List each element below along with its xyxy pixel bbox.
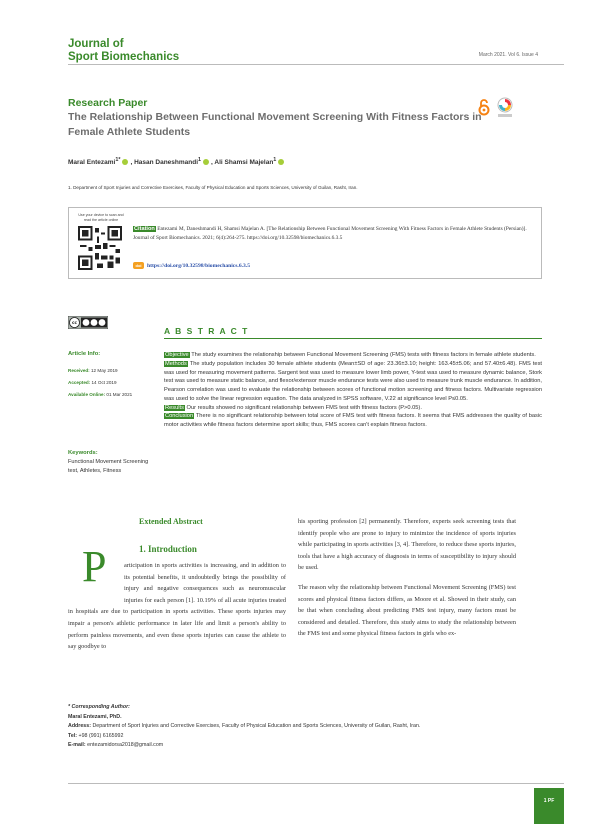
results-text: Our results showed no significant relationship between FMS test with fitness factors (P>0.05). — [184, 404, 422, 411]
abstract-methods — [164, 360, 542, 404]
author-name[interactable]: Ali Shamsi Majelan — [214, 159, 274, 167]
open-access-icon — [478, 98, 490, 116]
affiliation: 1. Department of Sport Injuries and Corrective Exercises, Faculty of Physical Education and Sports Sciences, University of Guilan, Rasht, Iran. — [68, 185, 358, 190]
drop-cap: P — [82, 542, 107, 591]
right-paragraph-1: his sporting profession [2] permanently. Therefore, experts seek screening tests that identify people who are prone to injury to minimize the incidence of sports injuries while participating in sports activities [3, 4]. Therefore, to reduce these sports injuries, tools that have a high accuracy of diagnosis in terms of susceptibility to injury should be used. — [298, 518, 516, 572]
objective-tag: Objective — [165, 352, 189, 358]
abstract-results — [164, 404, 542, 413]
article-info-heading: Article Info: — [68, 351, 101, 357]
paper-type: Research Paper — [68, 97, 148, 109]
author-name[interactable]: Hasan Daneshmandi — [134, 159, 199, 167]
doi-link[interactable]: https://doi.org/10.32598/biomechanics.6.3.5 — [147, 262, 251, 269]
citation-body: Entezami M, Daneshmandi H, Shamsi Majelan A. [The Relationship Between Functional Movement Screening With Fitness Factors in Female Athlete Students (Persian)]. Journal of Sport Biomechanics. 2021; 6(4):264-275. https://doi.org/10.32598/biomechanics.6.3.5 — [133, 226, 527, 241]
results-tag: Results — [165, 404, 184, 411]
article-title: The Relationship Between Functional Movement Screening With Fitness Factors in Female Athlete Students — [68, 111, 482, 138]
received-label: Received: — [68, 368, 90, 373]
orcid-icon[interactable] — [278, 159, 284, 165]
doi-icon: doi — [133, 262, 144, 269]
qr-label: Use your device to scan and read the article online — [78, 213, 124, 222]
abstract-divider — [164, 338, 542, 339]
author-mark: 1* — [115, 157, 121, 163]
creative-commons-icon[interactable] — [68, 316, 108, 329]
issue-info: March 2021. Vol 6. Issue 4 — [478, 52, 538, 58]
tel-text: +98 (991) 6165992 — [77, 732, 124, 739]
online-date — [68, 389, 148, 401]
online-label: Available Online: — [68, 392, 106, 397]
corresponding-address — [68, 722, 528, 732]
body-left-column — [68, 560, 286, 653]
doi-row — [133, 262, 250, 269]
conclusion-text: There is no significant relationship between total score of FMS test with fitness factors. It seems that FMS addresses the quality of basic motor activities while fitness factors determine sport skills; thus, FMS scores can't explain fitness factors. — [164, 413, 542, 429]
received-date — [68, 365, 148, 377]
corresponding-name-text: Maral Entezami, PhD. — [68, 713, 122, 720]
corresponding-author — [68, 703, 528, 751]
page-number: 1 PF — [534, 788, 564, 824]
author-name[interactable]: Maral Entezami — [68, 159, 116, 167]
corresponding-heading: * Corresponding Author: — [68, 704, 130, 710]
methods-text: The study population includes 30 female athlete students (Mean±SD of age: 23.36±3.10; height: 163.45±5.06; and 57.40±6.48). FMS test was used for measuring movement patterns. Sargent test was used to measure lower limb power, Y-test was used to measure dynamic balance, Stork test was used to measure static balance, and flexor/extensor muscle endurance tests were also used to measure trunk muscle endurance. In addition, Pearson correlation was used to evaluate the relationship between scores of functional motion screening and fitness factors. Multivariate regression was used to solve the linear regression equation. The data analyzed in SPSS software, V.22 at significance level P≤0.05. — [164, 360, 542, 402]
author-list: Maral Entezami$^{1*}$ , Hasan Daneshmandi$^1$ , Ali Shamsi Majelan$^1$ — [68, 157, 286, 166]
author-mark: 1 — [198, 157, 202, 163]
header-divider — [68, 64, 564, 65]
abstract-conclusion — [164, 412, 542, 429]
citation-text — [133, 225, 538, 242]
abstract-objective — [164, 351, 542, 360]
tel-label: Tel: — [68, 732, 78, 739]
journal-title — [68, 38, 179, 64]
accepted-value: 14 Oct 2019 — [91, 380, 117, 385]
orcid-icon[interactable] — [203, 159, 209, 165]
citation-label: Citation — [134, 226, 155, 232]
crossmark-icon[interactable] — [497, 97, 513, 119]
accepted-date — [68, 377, 148, 389]
article-info — [68, 351, 148, 401]
author-mark: 1 — [273, 157, 277, 163]
keywords-heading: Keywords: — [68, 450, 98, 456]
corresponding-tel — [68, 732, 528, 742]
conclusion-tag: Conclusion — [165, 413, 194, 420]
orcid-icon[interactable] — [122, 159, 128, 165]
online-value: 01 Mar 2021 — [106, 392, 133, 397]
abstract-heading: A B S T R A C T — [164, 326, 249, 336]
objective-text: The study examines the relationship between Functional Movement Screening (FMS) tests with fitness factors in female athlete students. — [189, 352, 536, 358]
email-label: E-mail: — [68, 742, 86, 748]
journal-line2: Sport Biomechanics — [68, 51, 180, 63]
accepted-label: Accepted: — [68, 380, 91, 385]
journal-line1: Journal of — [68, 38, 124, 50]
footer-divider — [68, 783, 564, 784]
email-text[interactable]: entezamidorsa2018@gmail.com — [85, 742, 164, 748]
dropcap-spacer — [68, 560, 124, 602]
received-value: 12 May 2019 — [91, 368, 118, 373]
abstract-body — [164, 351, 542, 430]
corresponding-email — [68, 741, 528, 751]
keywords-text: Functional Movement Screening test, Athletes, Fitness — [68, 459, 149, 474]
address-text: Department of Sport Injuries and Corrective Exercises, Faculty of Physical Education and Sports Sciences, University of Guilan, Rasht, Iran. — [90, 723, 421, 729]
keywords — [68, 450, 150, 476]
svg-text:cc: cc — [72, 320, 77, 326]
address-label: Address: — [68, 723, 91, 729]
introduction-heading: 1. Introduction — [139, 544, 197, 554]
qr-code-icon[interactable] — [78, 226, 122, 270]
methods-tag: Methods — [165, 360, 187, 367]
corresponding-name — [68, 713, 528, 723]
extended-abstract-heading: Extended Abstract — [139, 517, 203, 526]
right-paragraph-2: The reason why the relationship between Functional Movement Screening (FMS) test scores and physical fitness factors differs, as Moore et al. Showed in their study, can be that when concluding about predicting FMS test injury, many factors must be considered and detailed. Therefore, this study aims to study the relationship between the FMS test and some physical fitness factors in girls who ex- — [298, 583, 516, 638]
body-right-column — [298, 516, 516, 640]
left-column-text: articipation in sports activities is increasing, and in addition to its potential benefits, it undoubtedly brings the possibility of injury and negative consequences such as neuromuscular injuries for each person [1]. 10.19% of all acute injuries treated in hospitals are due to participation in sports activities. These sports injuries may impair a person's athletic performance in later life and limit a person's ability to perform painless movements, and even these sports injuries can cause the athlete to say goodbye to — [68, 562, 286, 651]
